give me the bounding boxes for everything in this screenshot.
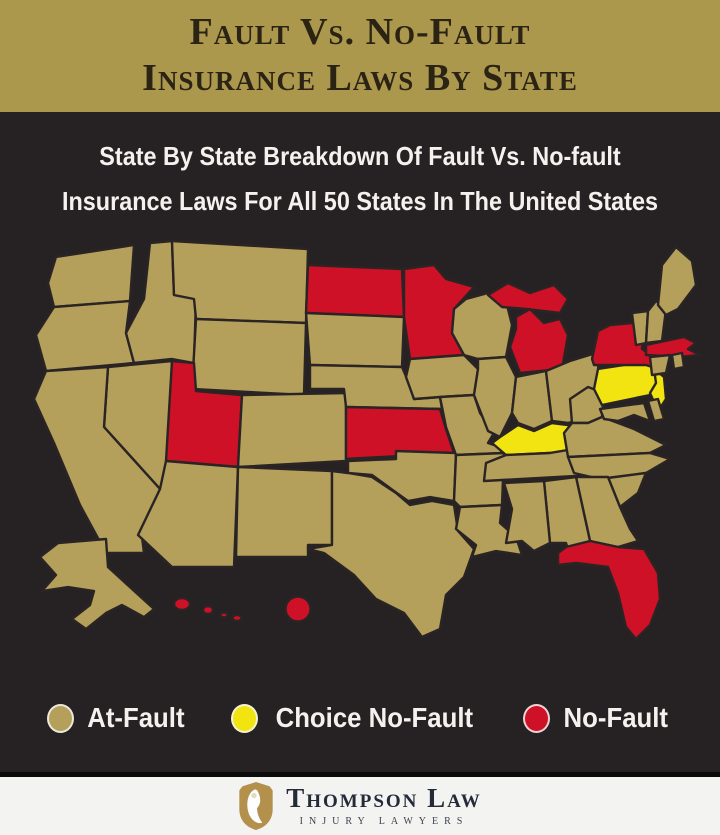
state-nd: [306, 265, 404, 317]
lion-shield-icon: [238, 781, 274, 831]
subtitle-line-1: State By State Breakdown Of Fault Vs. No-fault: [99, 141, 621, 171]
legend-label-at-fault: At-Fault: [87, 702, 185, 734]
state-fl: [558, 541, 660, 639]
state-me: [658, 247, 696, 315]
legend-label-choice-no-fault: Choice No-Fault: [275, 702, 473, 734]
subtitle-line-2: Insurance Laws For All 50 States In The United States: [62, 185, 658, 216]
title-line-1: Fault Vs. No-Fault: [189, 11, 531, 54]
state-md: [600, 403, 650, 421]
state-co: [238, 393, 346, 467]
state-ia: [406, 355, 478, 399]
state-pa: [594, 361, 658, 405]
brand-text: [286, 785, 482, 827]
legend-item-at-fault: [47, 702, 189, 734]
state-wa: [48, 245, 134, 307]
us-map: [10, 237, 710, 677]
page-title: [142, 10, 578, 101]
state-sd: [306, 313, 404, 367]
title-line-2: Insurance Laws By State: [142, 57, 578, 99]
state-wy: [192, 319, 306, 395]
choice-no-fault-swatch-icon: [231, 704, 258, 733]
state-nm: [236, 467, 332, 557]
state-hi: [174, 597, 311, 622]
state-va: [564, 417, 666, 457]
legend-label-no-fault: No-Fault: [563, 702, 669, 734]
legend-item-choice-no-fault: [231, 702, 482, 734]
legend: [0, 702, 720, 734]
state-ri: [672, 353, 684, 369]
footer-brand-bar: [0, 772, 720, 835]
infographic-body: [0, 112, 720, 772]
state-ct: [650, 355, 670, 375]
state-nc: [568, 453, 670, 479]
legend-item-no-fault: [523, 702, 673, 734]
header-banner: [0, 0, 720, 112]
at-fault-swatch-icon: [47, 704, 74, 733]
brand-tagline: INJURY LAWYERS: [299, 816, 469, 827]
brand-name: Thompson Law: [286, 783, 482, 813]
state-or: [36, 301, 134, 371]
state-ms: [504, 481, 550, 551]
subtitle: [36, 134, 684, 223]
map-container: [10, 237, 720, 682]
no-fault-swatch-icon: [523, 704, 550, 733]
